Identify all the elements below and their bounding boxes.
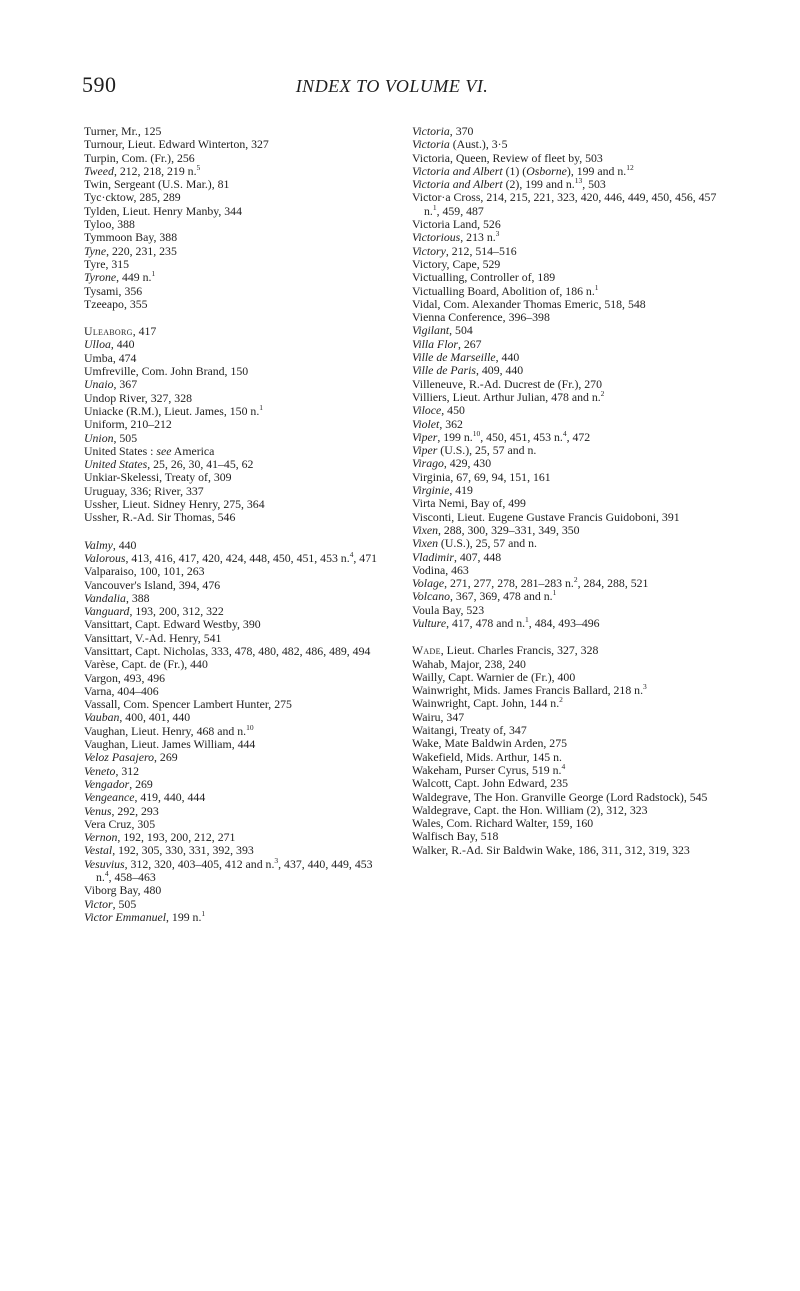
section-gap	[412, 630, 720, 644]
index-entry: Tyrone, 449 n.$^1$	[84, 269, 156, 285]
index-entry: Victoria and Albert (2), 199 and n.$^{13}$, 503	[412, 176, 606, 192]
index-entry: Violet, 362	[412, 416, 463, 431]
page-title: INDEX TO VOLUME VI.	[295, 76, 489, 96]
index-entry: Vidal, Com. Alexander Thomas Emeric, 518, 548	[412, 296, 646, 311]
index-entry: Varèse, Capt. de (Fr.), 440	[84, 657, 208, 672]
index-entry: Walfisch Bay, 518	[412, 829, 499, 844]
index-entry: Turpin, Com. (Fr.), 256	[84, 150, 195, 165]
index-entry: Turner, Mr., 125	[84, 124, 162, 138]
index-entry: Ville de Paris, 409, 440	[412, 363, 524, 378]
index-entry: Wade, Lieut. Charles Francis, 327, 328	[412, 643, 599, 658]
index-column-right	[412, 125, 720, 857]
index-entry: Unkiar-Skelessi, Treaty of, 309	[84, 470, 232, 485]
index-entry: Victor Emmanuel, 199 n.$^1$	[84, 908, 206, 924]
index-entry: Umfreville, Com. John Brand, 150	[84, 364, 249, 379]
index-entry: Walker, R.-Ad. Sir Baldwin Wake, 186, 311, 312, 319, 323	[412, 842, 690, 857]
index-entry: Tweed, 212, 218, 219 n.$^5$	[84, 162, 201, 178]
index-entry: Victor, 505	[84, 896, 137, 911]
index-entry: Valorous, 413, 416, 417, 420, 424, 448, 450, 451, 453 n.$^4$, 471	[84, 549, 377, 565]
index-entry: Vansittart, Capt. Edward Westby, 390	[84, 617, 261, 632]
index-entry: Ville de Marseille, 440	[412, 350, 520, 365]
index-entry: Virginie, 419	[412, 483, 473, 498]
index-entry: Wairu, 347	[412, 709, 465, 724]
index-entry: Vauban, 400, 401, 440	[84, 710, 191, 725]
section-gap	[84, 525, 386, 539]
index-entry: Venus, 292, 293	[84, 803, 159, 818]
index-entry: Victory, Cape, 529	[412, 256, 501, 271]
index-entry: Vulture, 417, 478 and n.$^1$, 484, 493–496	[412, 614, 600, 630]
index-entry: Virago, 429, 430	[412, 456, 492, 471]
index-entry: Villa Flor, 267	[412, 336, 482, 351]
index-entry: Wakeham, Purser Cyrus, 519 n.$^4$	[412, 761, 566, 777]
index-entry: Voula Bay, 523	[412, 602, 485, 617]
index-entry: Vengeance, 419, 440, 444	[84, 790, 206, 805]
index-entry: Vaughan, Lieut. James William, 444	[84, 737, 256, 752]
index-entry: Vanguard, 193, 200, 312, 322	[84, 604, 224, 619]
index-entry: Visconti, Lieut. Eugene Gustave Francis Guidoboni, 391	[412, 509, 680, 524]
index-entry: Victualling Board, Abolition of, 186 n.$^1$	[412, 282, 599, 298]
index-entry: Vansittart, Capt. Nicholas, 333, 478, 480, 482, 486, 489, 494	[84, 643, 371, 658]
index-entry: Tymmoon Bay, 388	[84, 230, 178, 245]
index-entry: Vigilant, 504	[412, 323, 473, 338]
index-entry: Villiers, Lieut. Arthur Julian, 478 and n.$^2$	[412, 388, 605, 404]
index-entry: Viper (U.S.), 25, 57 and n.	[412, 443, 537, 458]
index-entry: Virta Nemi, Bay of, 499	[412, 496, 526, 511]
index-entry: Viloce, 450	[412, 403, 465, 418]
index-entry: Vladimir, 407, 448	[412, 549, 502, 564]
index-entry: Tysami, 356	[84, 283, 143, 298]
index-entry: Wainwright, Capt. John, 144 n.$^2$	[412, 695, 563, 711]
index-entry: Vaughan, Lieut. Henry, 468 and n.$^{10}$	[84, 722, 254, 738]
index-entry: Vancouver's Island, 394, 476	[84, 577, 221, 592]
index-entry: Varna, 404–406	[84, 683, 159, 698]
index-entry: Victoria, 370	[412, 124, 474, 138]
index-entry: Victualling, Controller of, 189	[412, 270, 556, 285]
index-entry: Twin, Sergeant (U.S. Mar.), 81	[84, 177, 230, 192]
index-entry: Veneto, 312	[84, 763, 140, 778]
index-entry: Tyloo, 388	[84, 217, 135, 232]
index-entry: United States, 25, 26, 30, 41–45, 62	[84, 457, 254, 472]
index-entry: Ussher, Lieut. Sidney Henry, 275, 364	[84, 497, 265, 512]
index-entry: Undop River, 327, 328	[84, 390, 192, 405]
index-entry: Wakefield, Mids. Arthur, 145 n.	[412, 749, 562, 764]
index-entry: Ussher, R.-Ad. Sir Thomas, 546	[84, 510, 236, 525]
index-entry: Wales, Com. Richard Walter, 159, 160	[412, 816, 594, 831]
index-entry: Vestal, 192, 305, 330, 331, 392, 393	[84, 843, 254, 858]
index-entry: Victory, 212, 514–516	[412, 243, 517, 258]
index-entry: Victoria Land, 526	[412, 217, 501, 232]
index-entry: Victorious, 213 n.$^3$	[412, 229, 500, 245]
index-entry: Wake, Mate Baldwin Arden, 275	[412, 736, 567, 751]
index-entry: Uniform, 210–212	[84, 417, 172, 432]
index-entry: Victoria (Aust.), 3·5	[412, 137, 508, 152]
index-entry: Volcano, 367, 369, 478 and n.$^1$	[412, 588, 557, 604]
index-entry: Wailly, Capt. Warnier de (Fr.), 400	[412, 669, 576, 684]
index-entry: Vodina, 463	[412, 562, 469, 577]
index-entry: United States : see America	[84, 443, 215, 458]
index-entry: Waitangi, Treaty of, 347	[412, 723, 527, 738]
index-entry: Vesuvius, 312, 320, 403–405, 412 and n.$^3$, 437, 440, 449, 453 n.$^4$, 458–463	[84, 855, 373, 885]
index-entry: Tylden, Lieut. Henry Manby, 344	[84, 203, 242, 218]
index-entry: Victor·a Cross, 214, 215, 221, 323, 420, 446, 449, 450, 456, 457 n.$^1$, 459, 487	[412, 190, 717, 218]
index-entry: Vernon, 192, 193, 200, 212, 271	[84, 830, 236, 845]
index-entry: Ulloa, 440	[84, 337, 135, 352]
index-entry: Villeneuve, R.-Ad. Ducrest de (Fr.), 270	[412, 376, 602, 391]
index-entry: Vera Cruz, 305	[84, 816, 156, 831]
index-entry: Unaio, 367	[84, 377, 138, 392]
index-entry: Wainwright, Mids. James Francis Ballard, 218 n.$^3$	[412, 682, 647, 698]
index-entry: Victoria, Queen, Review of fleet by, 503	[412, 150, 603, 165]
index-entry: Vansittart, V.-Ad. Henry, 541	[84, 630, 222, 645]
index-entry: Tyre, 315	[84, 256, 130, 271]
index-entry: Vengador, 269	[84, 776, 153, 791]
index-entry: Walcott, Capt. John Edward, 235	[412, 776, 568, 791]
index-entry: Waldegrave, The Hon. Granville George (Lord Radstock), 545	[412, 789, 708, 804]
index-entry: Viper, 199 n.$^{10}$, 450, 451, 453 n.$^4$, 472	[412, 428, 591, 444]
index-entry: Union, 505	[84, 430, 138, 445]
index-entry: Valparaiso, 100, 101, 263	[84, 564, 205, 579]
index-entry: Viborg Bay, 480	[84, 883, 162, 898]
index-entry: Umba, 474	[84, 350, 137, 365]
index-column-left	[84, 125, 386, 924]
index-entry: Volage, 271, 277, 278, 281–283 n.$^2$, 284, 288, 521	[412, 575, 649, 591]
index-entry: Uniacke (R.M.), Lieut. James, 150 n.$^1$	[84, 402, 264, 418]
index-entry: Waldegrave, Capt. the Hon. William (2), 312, 323	[412, 802, 648, 817]
page-number: 590	[82, 72, 117, 97]
index-entry: Valmy, 440	[84, 537, 137, 552]
index-entry: Vixen (U.S.), 25, 57 and n.	[412, 536, 537, 551]
index-entry: Uruguay, 336; River, 337	[84, 483, 204, 498]
index-entry: Victoria and Albert (1) (Osborne), 199 and n.$^{12}$	[412, 162, 634, 178]
index-entry: Wahab, Major, 238, 240	[412, 656, 526, 671]
section-gap	[84, 311, 386, 325]
index-entry: Tyne, 220, 231, 235	[84, 243, 177, 258]
index-entry: Virginia, 67, 69, 94, 151, 161	[412, 469, 551, 484]
index-entry: Tyc·cktow, 285, 289	[84, 190, 181, 205]
index-entry: Turnour, Lieut. Edward Winterton, 327	[84, 137, 269, 152]
index-entry: Uleaborg, 417	[84, 324, 157, 339]
index-entry: Vargon, 493, 496	[84, 670, 166, 685]
index-entry: Vienna Conference, 396–398	[412, 310, 550, 325]
index-entry: Veloz Pasajero, 269	[84, 750, 178, 765]
index-entry: Tzeeapo, 355	[84, 296, 148, 311]
index-entry: Vassall, Com. Spencer Lambert Hunter, 275	[84, 697, 292, 712]
index-entry: Vixen, 288, 300, 329–331, 349, 350	[412, 522, 580, 537]
running-header	[72, 72, 712, 104]
index-entry: Vandalia, 388	[84, 590, 150, 605]
